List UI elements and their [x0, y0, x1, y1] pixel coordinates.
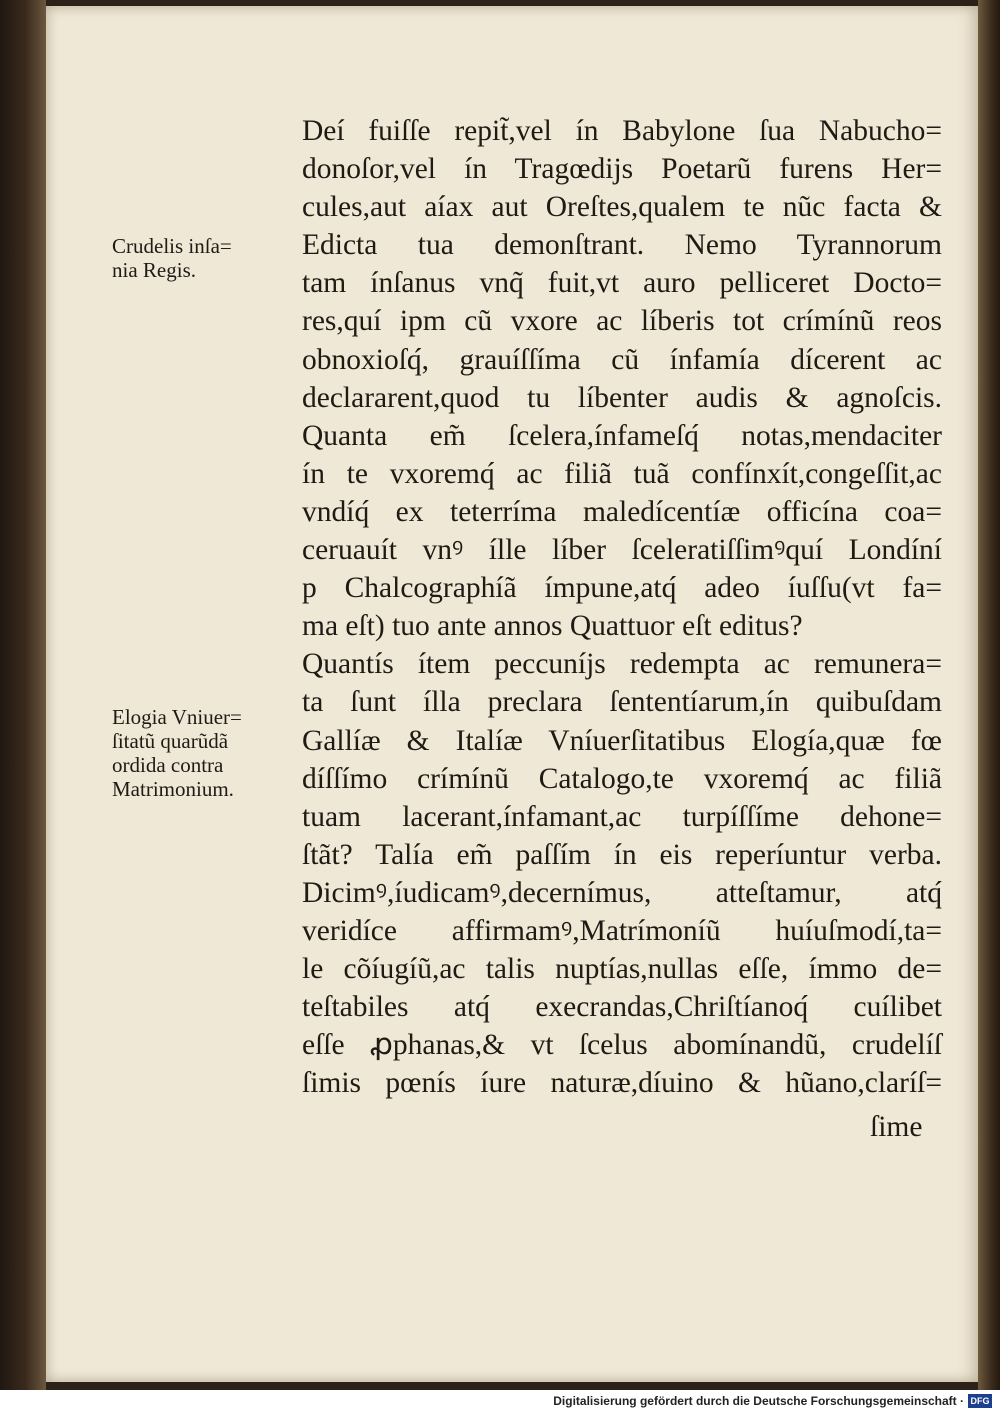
text-line: ceruauít vnꝰ ílle líber ſceleratiſſimꝰquí Londíní	[302, 534, 942, 567]
text-line: tuam lacerant,ínfamant,ac turpíſſíme dehone=	[302, 800, 942, 833]
gloss-line: Elogia Vniuer=	[112, 705, 242, 729]
marginal-gloss-elogia	[112, 705, 242, 801]
main-text-block	[302, 112, 942, 1102]
text-line: p Chalcographíã ímpune,atq́ adeo íuſſu(vt fa=	[302, 572, 942, 605]
gloss-line: nia Regis.	[112, 258, 196, 282]
text-line: ín te vxoremq́ ac filiã tuã confínxít,congeſſit,ac	[302, 457, 942, 490]
funding-notice: Digitalisierung gefördert durch die Deutsche Forschungsgemeinschaft ·	[553, 1394, 964, 1408]
text-line: Edicta tua demonſtrant. Nemo Tyrannorum	[302, 229, 942, 262]
text-line: teſtabiles atq́ execrandas,Chriſtíanoq́ cuílibet	[302, 991, 942, 1024]
text-line: Deí fuiſſe repit̃,vel ín Babylone ſua Nabucho=	[302, 115, 942, 147]
text-line: Quanta em̃ ſcelera,ínfameſq́ notas,mendaciter	[302, 419, 942, 452]
text-line: Quantís ítem peccuníjs redempta ac remunera=	[302, 648, 942, 681]
gloss-line: Matrimonium.	[112, 777, 234, 801]
gloss-line: ſitatũ quarũdã	[112, 729, 229, 753]
text-line: ma eſt) tuo ante annos Quattuor eſt editus?	[302, 610, 803, 643]
book-gutter-edge	[0, 0, 46, 1390]
text-line: obnoxioſq́, grauíſſíma cũ ínfamía dícerent ac	[302, 343, 942, 376]
text-line: le cõíugíũ,ac talis nuptías,nullas eſſe, ímmo de=	[302, 953, 942, 986]
text-line: veridíce affirmamꝰ,Matrímoníũ huíuſmodí,ta=	[302, 914, 942, 947]
gloss-line: Crudelis inſa=	[112, 234, 232, 258]
text-line: cules,aut aíax aut Oreſtes,qualem te nũc facta &	[302, 191, 942, 224]
marginal-gloss-cruel-insanity	[112, 234, 232, 282]
catchword: ſime	[870, 1111, 923, 1143]
text-line: declararent,quod tu líbenter audis & agnoſcis.	[302, 381, 942, 414]
text-line: ſimis pœnís íure naturæ,díuino & hũano,claríſ=	[302, 1067, 942, 1100]
text-line: Gallíæ & Italíæ Vníuerſitatibus Elogía,quæ fœ	[302, 724, 942, 757]
text-line: ta ſunt ílla preclara ſententíarum,ín quibuſdam	[302, 686, 942, 719]
text-line: díſſímo crímínũ Catalogo,te vxoremq́ ac filiã	[302, 762, 942, 795]
text-line: res,quí ipm cũ vxore ac líberis tot crímínũ reos	[302, 305, 942, 338]
text-line: vndíq́ ex teterríma maledícentíæ officína coa=	[302, 495, 942, 528]
book-fore-edge	[978, 0, 1000, 1390]
text-line: eſſe ꝓphanas,& vt ſcelus abomínandũ, crudelíſ	[302, 1029, 942, 1062]
gloss-line: ordida contra	[112, 753, 224, 777]
text-line: tam ínſanus vnq̃ fuit,vt auro pelliceret Docto=	[302, 267, 942, 300]
text-line: ſtãt? Talía em̃ paſſím ín eis reperíuntur verba.	[302, 838, 942, 871]
text-line: Dicimꝰ,íudicamꝰ,decernímus, atteſtamur, atq́	[302, 876, 942, 909]
text-line: donoſor,vel ín Tragœdijs Poetarũ furens Her=	[302, 153, 942, 186]
dfg-logo-icon: DFG	[968, 1394, 992, 1408]
